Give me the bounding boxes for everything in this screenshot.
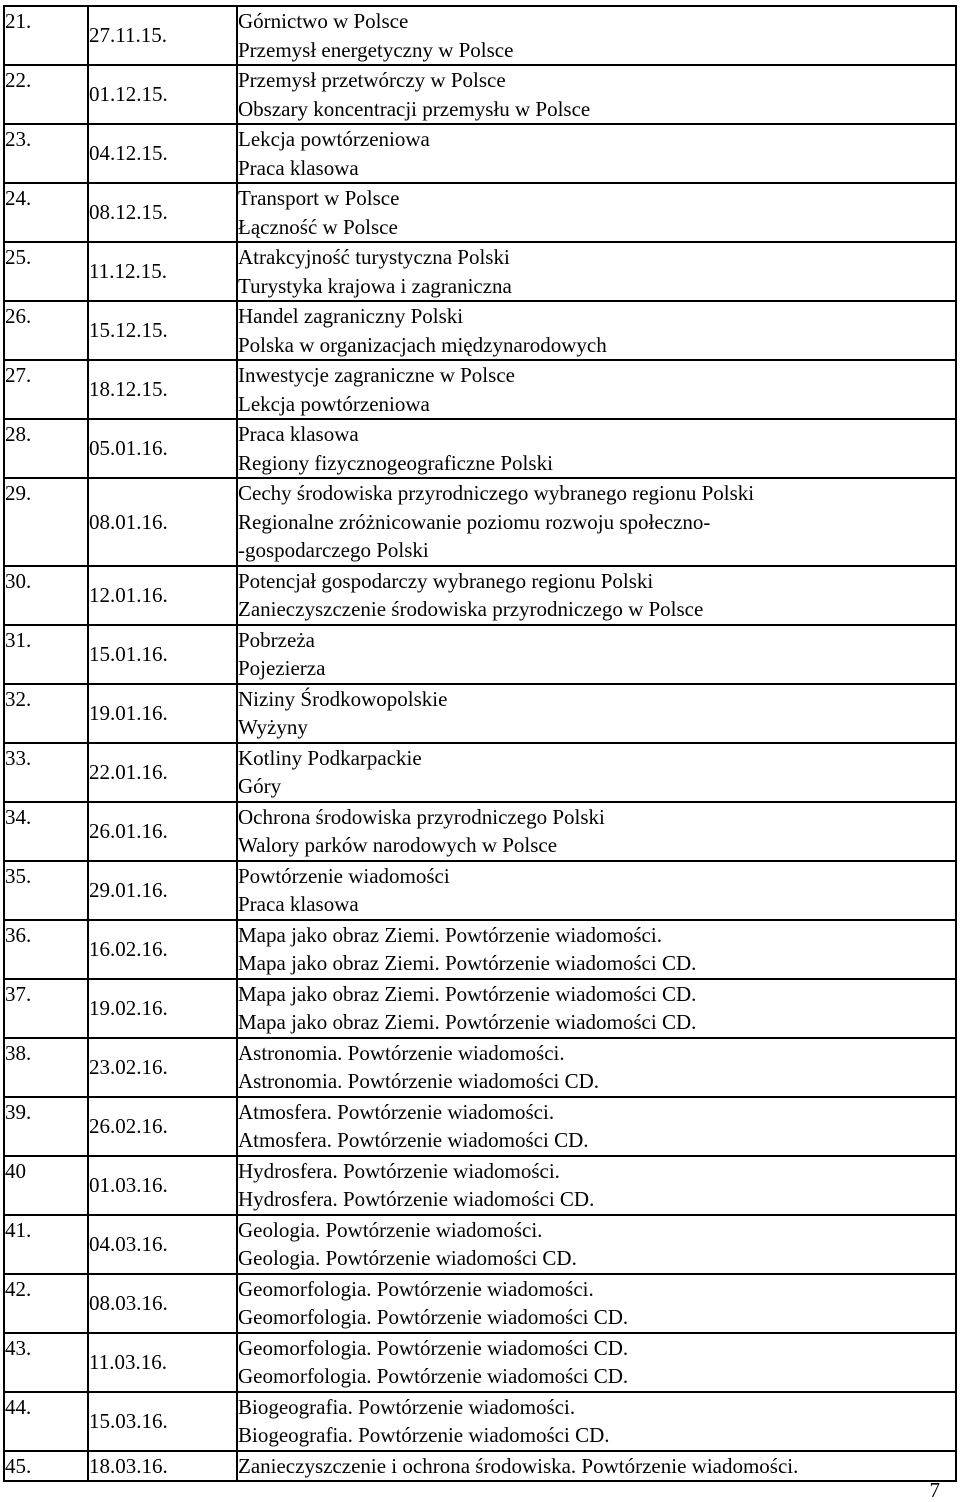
lesson-number: 24. <box>4 183 88 242</box>
table-row <box>4 1038 956 1097</box>
lesson-number: 30. <box>4 566 88 625</box>
lesson-topic: Geologia. Powtórzenie wiadomości CD. <box>238 1246 577 1270</box>
lesson-date: 22.01.16. <box>88 743 237 802</box>
lesson-topics <box>237 1097 956 1156</box>
lesson-date: 01.12.15. <box>88 65 237 124</box>
lesson-topics <box>237 6 956 65</box>
lesson-topics <box>237 1038 956 1097</box>
lesson-topic: Hydrosfera. Powtórzenie wiadomości CD. <box>238 1187 595 1211</box>
lesson-date: 26.01.16. <box>88 802 237 861</box>
lesson-topic: Praca klasowa <box>238 155 359 180</box>
lesson-topics <box>237 1274 956 1333</box>
lesson-date: 15.01.16. <box>88 625 237 684</box>
lesson-date: 23.02.16. <box>88 1038 237 1097</box>
lesson-topics <box>237 1215 956 1274</box>
lesson-topics <box>237 861 956 920</box>
lesson-topic: Biogeografia. Powtórzenie wiadomości CD. <box>238 1423 610 1447</box>
lesson-number: 34. <box>4 802 88 861</box>
lesson-topic: Geomorfologia. Powtórzenie wiadomości CD. <box>238 1305 629 1329</box>
lesson-date: 16.02.16. <box>88 920 237 979</box>
lesson-topic: Turystyka krajowa i zagraniczna <box>238 273 512 298</box>
lesson-topics <box>237 625 956 684</box>
lesson-topic: Atrakcyjność turystyczna Polski <box>238 245 510 269</box>
lesson-topic: Pobrzeża <box>238 627 315 652</box>
lesson-number: 23. <box>4 124 88 183</box>
lesson-topic: Lekcja powtórzeniowa <box>238 391 430 416</box>
lesson-topic: Obszary koncentracji przemysłu w Polsce <box>238 96 591 121</box>
lesson-number: 27. <box>4 360 88 419</box>
lesson-number: 38. <box>4 1038 88 1097</box>
lesson-date: 19.01.16. <box>88 684 237 743</box>
lesson-topic: Regionalne zróżnicowanie poziomu rozwoju społeczno- <box>238 509 711 534</box>
lesson-topic: Powtórzenie wiadomości <box>238 863 450 888</box>
table-row <box>4 1097 956 1156</box>
lesson-topics <box>237 183 956 242</box>
table-row <box>4 65 956 124</box>
lesson-topic: -gospodarczego Polski <box>238 538 429 562</box>
lesson-topics <box>237 920 956 979</box>
lesson-number: 33. <box>4 743 88 802</box>
lesson-date: 08.01.16. <box>88 478 237 566</box>
lesson-date: 15.12.15. <box>88 301 237 360</box>
lesson-topic: Mapa jako obraz Ziemi. Powtórzenie wiadomości. <box>238 922 662 947</box>
lesson-date: 27.11.15. <box>88 6 237 65</box>
lesson-topics <box>237 1333 956 1392</box>
lesson-number: 43. <box>4 1333 88 1392</box>
lesson-date: 08.03.16. <box>88 1274 237 1333</box>
lesson-topic: Biogeografia. Powtórzenie wiadomości. <box>238 1394 576 1419</box>
lesson-topics <box>237 360 956 419</box>
lesson-number: 37. <box>4 979 88 1038</box>
table-row <box>4 419 956 478</box>
lesson-date: 18.12.15. <box>88 360 237 419</box>
table-row <box>4 242 956 301</box>
lesson-topics <box>237 124 956 183</box>
lesson-topics <box>237 1392 956 1451</box>
page-number: 7 <box>929 1478 940 1502</box>
lesson-schedule-table <box>3 5 957 1482</box>
lesson-topic: Wyżyny <box>238 715 308 739</box>
lesson-topic: Geomorfologia. Powtórzenie wiadomości CD. <box>238 1335 629 1360</box>
lesson-topics <box>237 65 956 124</box>
table-row <box>4 979 956 1038</box>
lesson-topics <box>237 419 956 478</box>
lesson-topic: Cechy środowiska przyrodniczego wybranego regionu Polski <box>238 481 755 505</box>
table-row <box>4 566 956 625</box>
lesson-topics <box>237 743 956 802</box>
lesson-topic: Praca klasowa <box>238 422 359 446</box>
table-row <box>4 1451 956 1482</box>
lesson-date: 19.02.16. <box>88 979 237 1038</box>
lesson-topic: Astronomia. Powtórzenie wiadomości. <box>238 1040 565 1065</box>
table-row <box>4 802 956 861</box>
lesson-topics <box>237 1156 956 1215</box>
lesson-topic: Polska w organizacjach międzynarodowych <box>238 332 607 357</box>
lesson-number: 31. <box>4 625 88 684</box>
lesson-date: 18.03.16. <box>88 1451 237 1482</box>
lesson-number: 26. <box>4 301 88 360</box>
table-row <box>4 625 956 684</box>
lesson-topics <box>237 301 956 360</box>
lesson-number: 22. <box>4 65 88 124</box>
lesson-topics <box>237 566 956 625</box>
table-row <box>4 861 956 920</box>
table-row <box>4 1156 956 1215</box>
lesson-number: 25. <box>4 242 88 301</box>
lesson-date: 29.01.16. <box>88 861 237 920</box>
table-row <box>4 6 956 65</box>
lesson-number: 41. <box>4 1215 88 1274</box>
lesson-date: 08.12.15. <box>88 183 237 242</box>
lesson-topic: Potencjał gospodarczy wybranego regionu Polski <box>238 568 654 593</box>
lesson-topic: Ochrona środowiska przyrodniczego Polski <box>238 804 605 829</box>
lesson-topic: Mapa jako obraz Ziemi. Powtórzenie wiadomości CD. <box>238 951 697 975</box>
lesson-number: 42. <box>4 1274 88 1333</box>
table-row <box>4 1333 956 1392</box>
lesson-topic: Mapa jako obraz Ziemi. Powtórzenie wiadomości CD. <box>238 981 697 1006</box>
lesson-topics <box>237 684 956 743</box>
lesson-date: 04.03.16. <box>88 1215 237 1274</box>
table-row <box>4 684 956 743</box>
lesson-number: 39. <box>4 1097 88 1156</box>
lesson-date: 05.01.16. <box>88 419 237 478</box>
lesson-topic: Geomorfologia. Powtórzenie wiadomości CD. <box>238 1364 629 1388</box>
lesson-topic: Mapa jako obraz Ziemi. Powtórzenie wiadomości CD. <box>238 1010 697 1034</box>
table-row <box>4 124 956 183</box>
lesson-topic: Astronomia. Powtórzenie wiadomości CD. <box>238 1069 600 1093</box>
lesson-topic: Niziny Środkowopolskie <box>238 686 448 711</box>
lesson-number: 32. <box>4 684 88 743</box>
lesson-date: 04.12.15. <box>88 124 237 183</box>
lesson-date: 15.03.16. <box>88 1392 237 1451</box>
lesson-topics <box>237 979 956 1038</box>
table-row <box>4 1392 956 1451</box>
lesson-topic: Regiony fizycznogeograficzne Polski <box>238 450 553 475</box>
lesson-topic: Geologia. Powtórzenie wiadomości. <box>238 1217 543 1242</box>
lesson-topic: Atmosfera. Powtórzenie wiadomości. <box>238 1099 555 1124</box>
lesson-number: 21. <box>4 6 88 65</box>
lesson-topics <box>237 242 956 301</box>
lesson-topic: Kotliny Podkarpackie <box>238 745 422 770</box>
lesson-topic: Walory parków narodowych w Polsce <box>238 833 558 857</box>
lesson-topic: Lekcja powtórzeniowa <box>238 127 430 151</box>
table-row <box>4 301 956 360</box>
lesson-topic: Góry <box>238 774 282 798</box>
lesson-topic: Handel zagraniczny Polski <box>238 304 464 328</box>
lesson-topic: Geomorfologia. Powtórzenie wiadomości. <box>238 1276 594 1301</box>
table-row <box>4 743 956 802</box>
lesson-date: 26.02.16. <box>88 1097 237 1156</box>
table-row <box>4 1215 956 1274</box>
lesson-number: 45. <box>4 1451 88 1482</box>
lesson-date: 12.01.16. <box>88 566 237 625</box>
lesson-number: 44. <box>4 1392 88 1451</box>
lesson-topic: Zanieczyszczenie i ochrona środowiska. Powtórzenie wiadomości. <box>238 1453 799 1478</box>
lesson-topic: Pojezierza <box>238 656 326 680</box>
table-row <box>4 1274 956 1333</box>
table-row <box>4 920 956 979</box>
lesson-date: 11.12.15. <box>88 242 237 301</box>
lesson-number: 35. <box>4 861 88 920</box>
table-row <box>4 360 956 419</box>
lesson-topic: Inwestycje zagraniczne w Polsce <box>238 363 515 387</box>
lesson-topic: Przemysł energetyczny w Polsce <box>238 37 514 62</box>
lesson-topic: Hydrosfera. Powtórzenie wiadomości. <box>238 1158 560 1183</box>
lesson-topic: Zanieczyszczenie środowiska przyrodniczego w Polsce <box>238 597 704 621</box>
lesson-topic: Łączność w Polsce <box>238 214 398 239</box>
lesson-topic: Przemysł przetwórczy w Polsce <box>238 68 506 92</box>
lesson-topic: Górnictwo w Polsce <box>238 9 409 33</box>
lesson-date: 01.03.16. <box>88 1156 237 1215</box>
lesson-topic: Transport w Polsce <box>238 186 400 210</box>
table-row <box>4 183 956 242</box>
table-row <box>4 478 956 566</box>
lesson-number: 28. <box>4 419 88 478</box>
lesson-number: 36. <box>4 920 88 979</box>
schedule-body <box>4 6 956 1481</box>
lesson-topics <box>237 1451 956 1482</box>
lesson-topics <box>237 478 956 566</box>
lesson-topics <box>237 802 956 861</box>
lesson-number: 29. <box>4 478 88 566</box>
lesson-date: 11.03.16. <box>88 1333 237 1392</box>
lesson-number: 40 <box>4 1156 88 1215</box>
lesson-topic: Atmosfera. Powtórzenie wiadomości CD. <box>238 1128 589 1152</box>
lesson-topic: Praca klasowa <box>238 892 359 916</box>
